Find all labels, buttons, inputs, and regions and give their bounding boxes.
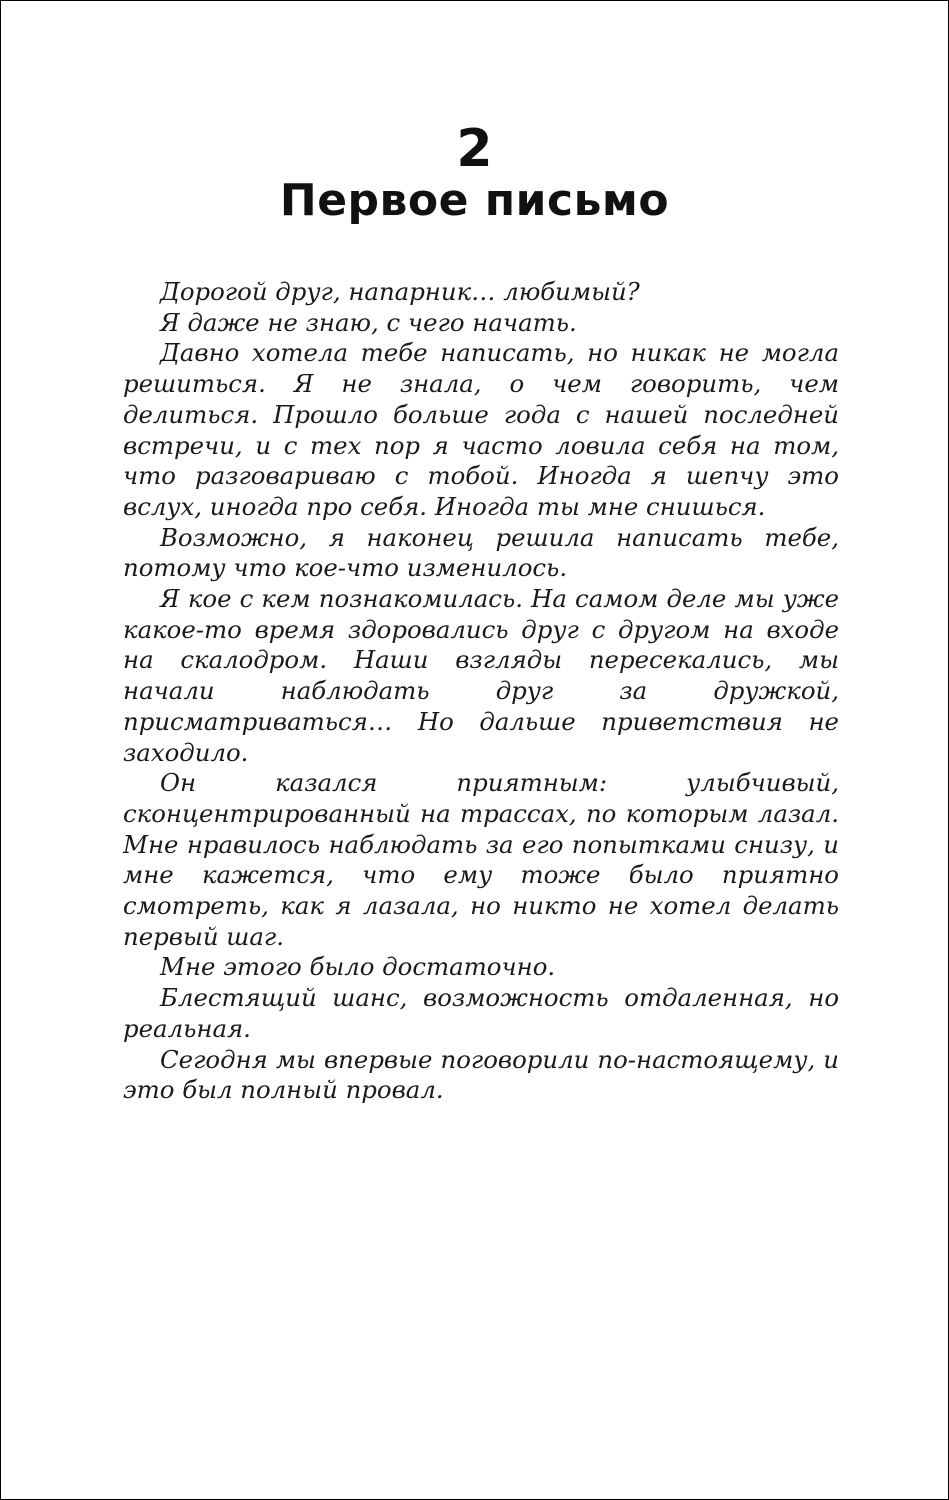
- letter-body: [123, 277, 839, 1106]
- paragraph: Я кое с кем познакомилась. На самом деле мы уже какое-то время здоровались друг с другом на входе на скалодром. Наши взгляды пересекались, мы начали наблюдать друг за дружкой, присматриваться… Но дальше приветствия не заходило.: [123, 584, 839, 767]
- chapter-title: Первое письмо: [279, 175, 670, 226]
- paragraph: Он казался приятным: улыбчивый, сконцентрированный на трассах, по которым лазал. Мне нравилось наблюдать за его попытками снизу, и мне кажется, что ему тоже было приятно смотреть, как я лазала, но никто не хотел делать первый шаг.: [123, 768, 839, 951]
- paragraph: Дорогой друг, напарник… любимый?: [160, 277, 640, 306]
- paragraph: Блестящий шанс, возможность отдаленная, но реальная.: [123, 983, 839, 1043]
- paragraph: Сегодня мы впервые поговорили по-настоящему, и это был полный провал.: [123, 1044, 839, 1105]
- paragraph: Я даже не знаю, с чего начать.: [160, 307, 577, 337]
- paragraph: Мне этого было достаточно.: [160, 952, 556, 982]
- paragraph: Возможно, я наконец решила написать тебе, потому что кое-что изменилось.: [123, 522, 839, 583]
- paragraph: Давно хотела тебе написать, но никак не могла решиться. Я не знала, о чем говорить, чем делиться. Прошло больше года с нашей последней встречи, и с тех пор я часто ловила себя на том, что разговариваю с тобой. Иногда я шепчу это вслух, иногда про себя. Иногда ты мне снишься.: [123, 338, 839, 521]
- chapter-number: 2: [456, 119, 493, 179]
